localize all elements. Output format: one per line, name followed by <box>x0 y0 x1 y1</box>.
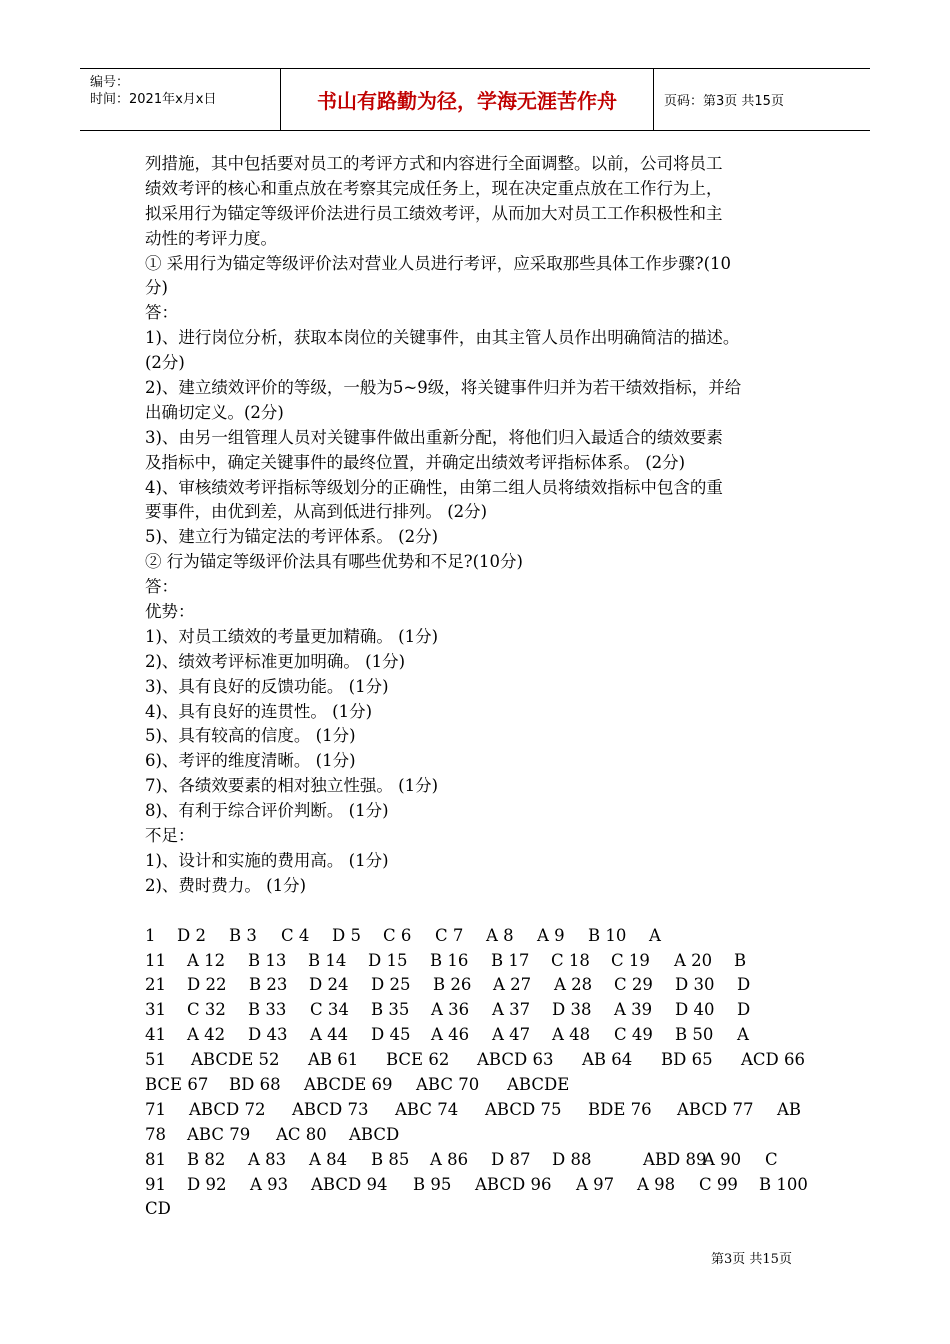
answer-cell: B 3 <box>229 925 257 945</box>
header-motto: 书山有路勤为径，学海无涯苦作舟 <box>281 69 654 130</box>
answer-cell: A 12 <box>187 950 226 970</box>
answer-cell: ABCD <box>349 1124 400 1144</box>
answer-cell: ABCD 94 <box>311 1174 388 1194</box>
answer-cell: ABC 79 <box>187 1124 251 1144</box>
answer-cell: 31 <box>145 1000 166 1020</box>
answer-cell: ACD 66 <box>741 1050 806 1070</box>
answer-cell: B 23 <box>249 975 288 995</box>
body-line: 答： <box>145 303 178 323</box>
answer-cell: A 47 <box>492 1025 531 1045</box>
answer-row <box>145 924 810 949</box>
body-line: 不足： <box>145 826 195 846</box>
answer-cell: A 20 <box>674 950 713 970</box>
answer-row <box>145 1073 810 1098</box>
answer-cell: D 88 <box>552 1149 592 1169</box>
answer-cell: B 26 <box>433 975 472 995</box>
answer-cell: C 7 <box>435 925 464 945</box>
answer-cell: CD <box>145 1199 171 1219</box>
body-line: 动性的考评力度。 <box>145 228 277 248</box>
answer-cell: ABC 70 <box>416 1074 480 1094</box>
body-line: 及指标中，确定关键事件的最终位置，并确定出绩效考评指标体系。 (2分) <box>145 452 686 472</box>
answer-cell: B 95 <box>413 1174 452 1194</box>
answer-cell: C 29 <box>614 975 653 995</box>
body-line: 1)、进行岗位分析，获取本岗位的关键事件，由其主管人员作出明确简洁的描述。 <box>145 328 740 348</box>
answer-cell: A 8 <box>486 925 514 945</box>
answer-row <box>145 973 810 998</box>
body-line: 5)、建立行为锚定法的考评体系。 (2分) <box>145 527 439 547</box>
answer-cell: A 28 <box>554 975 593 995</box>
answer-cell: C 99 <box>699 1174 738 1194</box>
answer-cell: AB 64 <box>582 1050 633 1070</box>
answer-cell: B 13 <box>248 950 287 970</box>
header-meta <box>80 69 281 130</box>
answer-cell: C 18 <box>551 950 590 970</box>
answer-cell: C 4 <box>281 925 310 945</box>
answer-cell: A 93 <box>250 1174 289 1194</box>
body-line: 分) <box>145 278 168 298</box>
answer-cell: B 50 <box>675 1025 714 1045</box>
answer-cell: D 2 <box>177 925 206 945</box>
answer-cell: BDE 76 <box>588 1099 652 1119</box>
answer-cell: ABCDE 52 <box>191 1050 280 1070</box>
answer-cell: A <box>649 925 661 945</box>
answer-cell: 78 <box>145 1124 166 1144</box>
answer-cell: 41 <box>145 1025 166 1045</box>
answer-cell: B 100 <box>759 1174 808 1194</box>
answer-cell: C <box>765 1149 778 1169</box>
answer-cell: D 5 <box>332 925 361 945</box>
answer-cell: D 24 <box>309 975 349 995</box>
answer-cell: BCE 67 <box>145 1074 209 1094</box>
answer-cell: ABD 89 <box>643 1149 707 1169</box>
body-line: 7)、各绩效要素的相对独立性强。 (1分) <box>145 776 439 796</box>
answer-cell: D 38 <box>552 1000 592 1020</box>
answer-cell: A 36 <box>431 1000 470 1020</box>
answer-cell: D 22 <box>187 975 227 995</box>
answer-cell: B 10 <box>588 925 627 945</box>
answer-row <box>145 1098 810 1123</box>
answer-cell: BD 65 <box>661 1050 713 1070</box>
body-line: 出确切定义。(2分) <box>145 402 284 422</box>
answer-cell: AC 80 <box>276 1124 327 1144</box>
answer-row <box>145 998 810 1023</box>
answer-cell: A 98 <box>637 1174 676 1194</box>
answer-cell: A 39 <box>614 1000 653 1020</box>
answer-cell: 81 <box>145 1149 166 1169</box>
number-label: 编号： <box>90 75 130 90</box>
answer-cell: D 30 <box>675 975 715 995</box>
answer-cell: A 83 <box>248 1149 287 1169</box>
body-line: 5)、具有较高的信度。 (1分) <box>145 726 356 746</box>
answer-cell: A 37 <box>492 1000 531 1020</box>
answer-cell: ABCD 75 <box>485 1099 562 1119</box>
answer-cell: C 19 <box>611 950 650 970</box>
answer-cell: A 86 <box>430 1149 469 1169</box>
answer-cell: B <box>734 950 747 970</box>
answer-cell: BD 68 <box>229 1074 281 1094</box>
page-header <box>80 68 870 131</box>
body-line: 拟采用行为锚定等级评价法进行员工绩效考评，从而加大对员工工作积极性和主 <box>145 203 723 223</box>
time-label: 时间：2021年x月x日 <box>90 92 217 107</box>
answer-cell: ABCDE 69 <box>304 1074 393 1094</box>
body-line: ② 行为锚定等级评价法具有哪些优势和不足?(10分) <box>145 552 523 572</box>
answer-row <box>145 1148 810 1173</box>
body-line: ① 采用行为锚定等级评价法对营业人员进行考评，应采取那些具体工作步骤?(10 <box>145 253 732 273</box>
answer-cell: A 27 <box>493 975 532 995</box>
answer-row <box>145 1123 810 1148</box>
answer-cell: B 33 <box>248 1000 287 1020</box>
answer-cell: ABCDE <box>507 1074 570 1094</box>
body-line: 3)、具有良好的反馈功能。 (1分) <box>145 676 389 696</box>
body-line: 2)、建立绩效评价的等级，一般为5~9级，将关键事件归并为若干绩效指标，并给 <box>145 378 742 398</box>
answer-cell: D 43 <box>248 1025 288 1045</box>
answer-cell: B 82 <box>187 1149 226 1169</box>
body-line: 3)、由另一组管理人员对关键事件做出重新分配，将他们归入最适合的绩效要素 <box>145 427 723 447</box>
answer-cell: 71 <box>145 1099 166 1119</box>
answer-cell: A 42 <box>187 1025 226 1045</box>
answer-cell: 21 <box>145 975 166 995</box>
answer-row <box>145 1048 810 1073</box>
answer-cell: A 84 <box>309 1149 348 1169</box>
answer-cell: A 44 <box>310 1025 349 1045</box>
body-line: (2分) <box>145 353 185 373</box>
body-line: 2)、费时费力。 (1分) <box>145 875 307 895</box>
body-line: 答： <box>145 577 178 597</box>
answer-cell: B 16 <box>430 950 469 970</box>
answer-cell: 91 <box>145 1174 166 1194</box>
answer-cell: 11 <box>145 950 166 970</box>
answer-cell: B 17 <box>491 950 530 970</box>
answer-cell: C 32 <box>187 1000 226 1020</box>
body-line: 1)、对员工绩效的考量更加精确。 (1分) <box>145 626 439 646</box>
answer-cell: A 97 <box>576 1174 615 1194</box>
body-line: 6)、考评的维度清晰。 (1分) <box>145 751 356 771</box>
answer-cell: D 87 <box>491 1149 531 1169</box>
answer-row <box>145 1023 810 1048</box>
body-line: 2)、绩效考评标准更加明确。 (1分) <box>145 651 406 671</box>
answer-cell: AB 61 <box>308 1050 359 1070</box>
body-line: 4)、具有良好的连贯性。 (1分) <box>145 701 373 721</box>
body-line: 8)、有利于综合评价判断。 (1分) <box>145 801 389 821</box>
answer-cell: ABC 74 <box>395 1099 459 1119</box>
answer-cell: B 85 <box>371 1149 410 1169</box>
answer-cell: A 46 <box>431 1025 470 1045</box>
answer-cell: D 45 <box>371 1025 411 1045</box>
body-line: 要事件，由优到差，从高到低进行排列。 (2分) <box>145 502 488 522</box>
body-line: 1)、设计和实施的费用高。 (1分) <box>145 850 389 870</box>
answer-row <box>145 949 810 974</box>
answer-cell: D 25 <box>371 975 411 995</box>
header-page-info: 页码：第3页 共15页 <box>664 94 784 109</box>
answer-cell: AB <box>777 1099 802 1119</box>
answer-cell: BCE 62 <box>386 1050 450 1070</box>
answer-cell: D <box>737 975 751 995</box>
answer-cell: C 34 <box>310 1000 349 1020</box>
answer-cell: B 35 <box>371 1000 410 1020</box>
answer-cell: D 15 <box>368 950 408 970</box>
answer-cell: A 90 <box>703 1149 742 1169</box>
answer-key <box>145 924 810 1223</box>
answer-cell: D <box>737 1000 751 1020</box>
answer-cell: D 92 <box>187 1174 227 1194</box>
answer-cell: ABCD 72 <box>189 1099 266 1119</box>
page-footer: 第3页 共15页 <box>711 1252 792 1267</box>
body-line: 4)、审核绩效考评指标等级划分的正确性，由第二组人员将绩效指标中包含的重 <box>145 477 723 497</box>
answer-cell: ABCD 77 <box>677 1099 754 1119</box>
answer-cell: C 49 <box>614 1025 653 1045</box>
answer-cell: ABCD 96 <box>475 1174 552 1194</box>
answer-cell: A 48 <box>552 1025 591 1045</box>
answer-cell: C 6 <box>383 925 412 945</box>
answer-cell: 1 <box>145 925 156 945</box>
spacer <box>145 899 810 924</box>
document-body <box>145 152 810 1222</box>
answer-cell: 51 <box>145 1050 166 1070</box>
answer-cell: ABCD 63 <box>477 1050 554 1070</box>
body-line: 优势： <box>145 602 195 622</box>
answer-cell: D 40 <box>675 1000 715 1020</box>
answer-cell: A 9 <box>537 925 565 945</box>
answer-row <box>145 1173 810 1198</box>
answer-row <box>145 1197 810 1222</box>
answer-cell: A <box>737 1025 749 1045</box>
body-line: 列措施，其中包括要对员工的考评方式和内容进行全面调整。以前，公司将员工 <box>145 154 723 173</box>
answer-cell: B 14 <box>308 950 347 970</box>
answer-cell: ABCD 73 <box>292 1099 369 1119</box>
body-line: 绩效考评的核心和重点放在考察其完成任务上，现在决定重点放在工作行为上， <box>145 178 723 198</box>
body-text <box>145 152 810 899</box>
